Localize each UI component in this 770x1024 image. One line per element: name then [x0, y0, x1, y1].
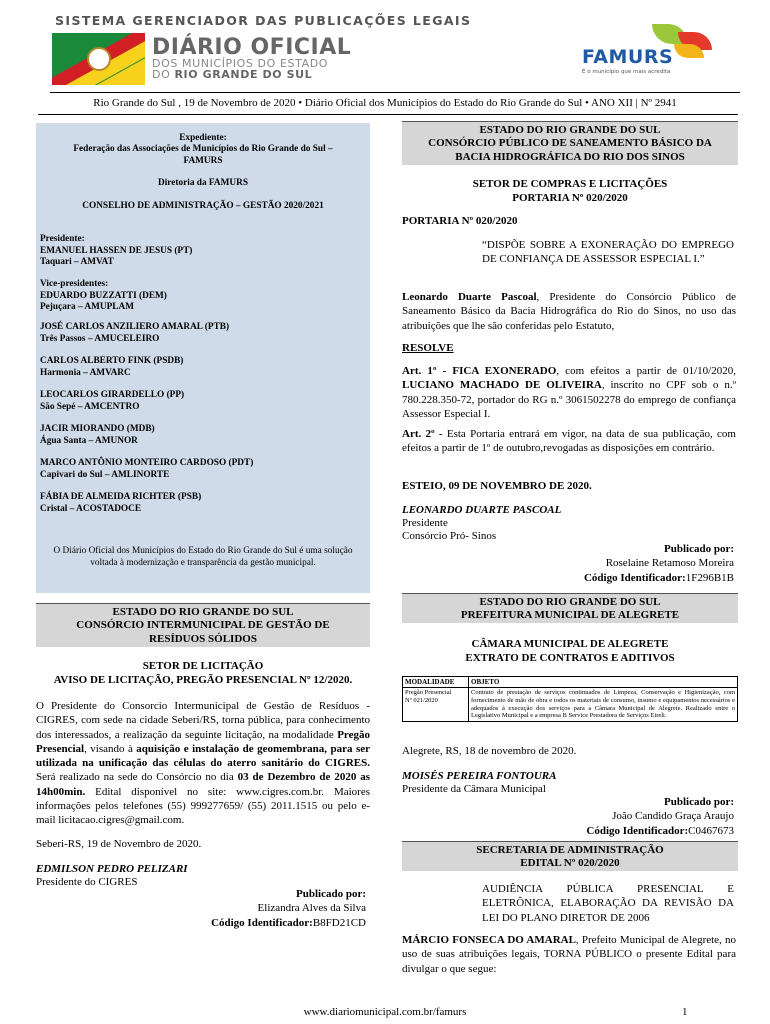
- member-entry: FÁBIA DE ALMEIDA RICHTER (PSB) Cristal – ACOSTADOCE: [40, 492, 202, 514]
- famurs-logo: FAMURS É o município que mais acredita: [582, 22, 727, 77]
- sinos-publication: Publicado por: Roselaine Retamoso Moreira Código Identificador:1F296B1B: [583, 543, 734, 584]
- sinos-article-1: Art. 1º - FICA EXONERADO, com efeitos a partir de 01/10/2020, LUCIANO MACHADO DE OLIVEIRA, inscrito no CPF sob o n.º 780.228.350-72, portador do RG n.º 3061502278 do emprego de confiança Assessor Especial I.: [402, 365, 736, 420]
- member-entry: Presidente: EMANUEL HASSEN DE JESUS (PT) Taquari – AMVAT: [40, 234, 193, 268]
- sinos-signer-role: Presidente: [402, 517, 448, 529]
- system-title: SISTEMA GERENCIADOR DAS PUBLICAÇÕES LEGAIS: [55, 13, 472, 28]
- header-divider: [38, 114, 738, 115]
- sinos-portaria-title: PORTARIA Nº 020/2020: [402, 215, 518, 227]
- contracts-table: [402, 676, 738, 722]
- table-header-row: [403, 677, 738, 688]
- sinos-article-2: Art. 2º - Esta Portaria entrará em vigor, na data de sua publicação, com efeitos a partir de 1º de outubro,revogadas as disposições em contrário.: [402, 428, 736, 455]
- publication-subtitle-state: DO RIO GRANDE DO SUL: [152, 68, 313, 81]
- cigres-notice-title: SETOR DE LICITAÇÃO AVISO DE LICITAÇÃO, PREGÃO PRESENCIAL Nº 12/2020.: [53, 660, 353, 687]
- member-entry: CARLOS ALBERTO FINK (PSDB) Harmonia – AMVARC: [40, 356, 184, 378]
- cigres-notice-body: O Presidente do Consorcio Intermunicipal de Gestão de Resíduos - CIGRES, com sede na cidade Seberi/RS, torna pública, para conhecimento dos interessados, a realização da seguinte licitação, na modalidade Pregão Presencial, visando à aquisição e instalação de geomembrana, para ser utilizada na unificação das células do aterro sanitário do CIGRES. Será realizado na sede do Consórcio no dia 03 de Dezembro de 2020 as 14h00min. Edital disponível no site: www.cigres.com.br. Maiores informações pelos telefones (55) 999277659/ (55) 2011.1515 ou pelo e-mail licitacao.cigres@gmail.com.: [36, 700, 371, 827]
- expediente-footer: O Diário Oficial dos Municípios do Estado do Rio Grande do Sul é uma solução voltada à modernização e transparência da gestão municipal.: [53, 546, 353, 568]
- table-row: [403, 688, 738, 722]
- expediente-directorate: Diretoria da FAMURS: [157, 178, 249, 188]
- masthead-divider: [50, 92, 740, 93]
- alegrete-date: Alegrete, RS, 18 de novembro de 2020.: [402, 745, 577, 757]
- member-entry: Vice-presidentes: EDUARDO BUZZATTI (DEM) Pejuçara – AMUPLAM: [40, 279, 167, 313]
- admin-ementa: AUDIÊNCIA PÚBLICA PRESENCIAL E ELETRÔNICA, ELABORAÇÃO DA REVISÃO DA LEI DO PLANO DIRETOR DE 2006: [482, 883, 734, 924]
- table-cell-modalidade: Pregão Presencial Nº 021/2020: [403, 688, 469, 722]
- sinos-section-header: ESTADO DO RIO GRANDE DO SUL CONSÓRCIO PÚBLICO DE SANEAMENTO BÁSICO DA BACIA HIDROGRÁFICA DO RIO DOS SINOS: [402, 121, 738, 165]
- edition-info: Rio Grande do Sul , 19 de Novembro de 2020 • Diário Oficial dos Municípios do Estado do Rio Grande do Sul • ANO XII | Nº 2941: [93, 97, 677, 109]
- cigres-section-header: ESTADO DO RIO GRANDE DO SUL CONSÓRCIO INTERMUNICIPAL DE GESTÃO DE RESÍDUOS SÓLIDOS: [36, 603, 370, 647]
- publication-subtitle: DOS MUNICÍPIOS DO ESTADO: [152, 57, 329, 70]
- sinos-intro: Leonardo Duarte Pascoal, Presidente do Consórcio Público de Saneamento Básico da Bacia Hidrográfica do Rio do Sinos, no uso das atribuições que lhe são conferidas pelo Estatuto,: [402, 291, 737, 332]
- cigres-publication: Publicado por: Elizandra Alves da Silva Código Identificador:B8FD21CD: [211, 888, 366, 929]
- sinos-ementa: “DISPÕE SOBRE A EXONERAÇÃO DO EMPREGO DE CONFIANÇA DE ASSESSOR ESPECIAL I.”: [482, 239, 734, 266]
- cigres-signer-role: Presidente do CIGRES: [36, 876, 138, 888]
- expediente-title: Expediente:: [179, 133, 227, 143]
- alegrete-subtitle: CÂMARA MUNICIPAL DE ALEGRETE EXTRATO DE CONTRATOS E ADITIVOS: [465, 638, 675, 665]
- rs-flag-icon: [52, 33, 145, 85]
- sinos-resolve: RESOLVE: [402, 342, 454, 354]
- sinos-sector: SETOR DE COMPRAS E LICITAÇÕES PORTARIA Nº 020/2020: [472, 178, 668, 205]
- table-cell-objeto: Contrato de prestação de serviços continuados de Limpeza, Conservação e Higienização, com fornecimento de mão de obra e todos os materiais de consumo, insumo e equipamentos necessários e adequados à execução dos serviços para a Câmara Municipal de Alegrete. Realizado entre o Legislativo Municipal e a empresa B Service Prestadora de Serviços Eireli.: [469, 688, 738, 722]
- table-header-objeto: OBJETO: [469, 677, 738, 688]
- member-entry: MARCO ANTÔNIO MONTEIRO CARDOSO (PDT) Capivari do Sul – AMLINORTE: [40, 458, 254, 480]
- expediente-federation: Federação das Associações de Municípios do Rio Grande do Sul – FAMURS: [73, 144, 333, 166]
- member-entry: LEOCARLOS GIRARDELLO (PP) São Sepé – AMCENTRO: [40, 390, 185, 412]
- admin-section-header: SECRETARIA DE ADMINISTRAÇÃO EDITAL Nº 020/2020: [402, 841, 738, 871]
- sinos-signer: LEONARDO DUARTE PASCOAL: [402, 504, 562, 516]
- footer-url: www.diariomunicipal.com.br/famurs: [303, 1006, 467, 1018]
- publication-title: DIÁRIO OFICIAL: [152, 35, 352, 60]
- expediente-box: [36, 123, 370, 593]
- sinos-place-date: ESTEIO, 09 DE NOVEMBRO DE 2020.: [402, 480, 592, 492]
- cigres-date: Seberi-RS, 19 de Novembro de 2020.: [36, 838, 202, 850]
- alegrete-signer: MOISÉS PEREIRA FONTOURA: [402, 770, 557, 782]
- sinos-signer-org: Consórcio Pró- Sinos: [402, 530, 497, 542]
- table-header-modalidade: MODALIDADE: [403, 677, 469, 688]
- cigres-signer: EDMILSON PEDRO PELIZARI: [36, 863, 188, 875]
- expediente-council: CONSELHO DE ADMINISTRAÇÃO – GESTÃO 2020/2021: [82, 201, 324, 211]
- admin-body: MÁRCIO FONSECA DO AMARAL, Prefeito Municipal de Alegrete, no uso de suas atribuições legais, TORNA PÚBLICO o presente Edital para divulgar o que segue:: [402, 934, 736, 975]
- alegrete-signer-role: Presidente da Câmara Municipal: [402, 783, 546, 795]
- alegrete-section-header: ESTADO DO RIO GRANDE DO SUL PREFEITURA MUNICIPAL DE ALEGRETE: [402, 593, 738, 623]
- page-number: 1: [682, 1006, 688, 1018]
- masthead: [0, 0, 770, 92]
- member-entry: JACIR MIORANDO (MDB) Água Santa – AMUNOR: [40, 424, 155, 446]
- member-entry: JOSÉ CARLOS ANZILIERO AMARAL (PTB) Três Passos – AMUCELEIRO: [40, 322, 230, 344]
- alegrete-publication: Publicado por: João Candido Graça Araujo Código Identificador:C0467673: [586, 796, 734, 837]
